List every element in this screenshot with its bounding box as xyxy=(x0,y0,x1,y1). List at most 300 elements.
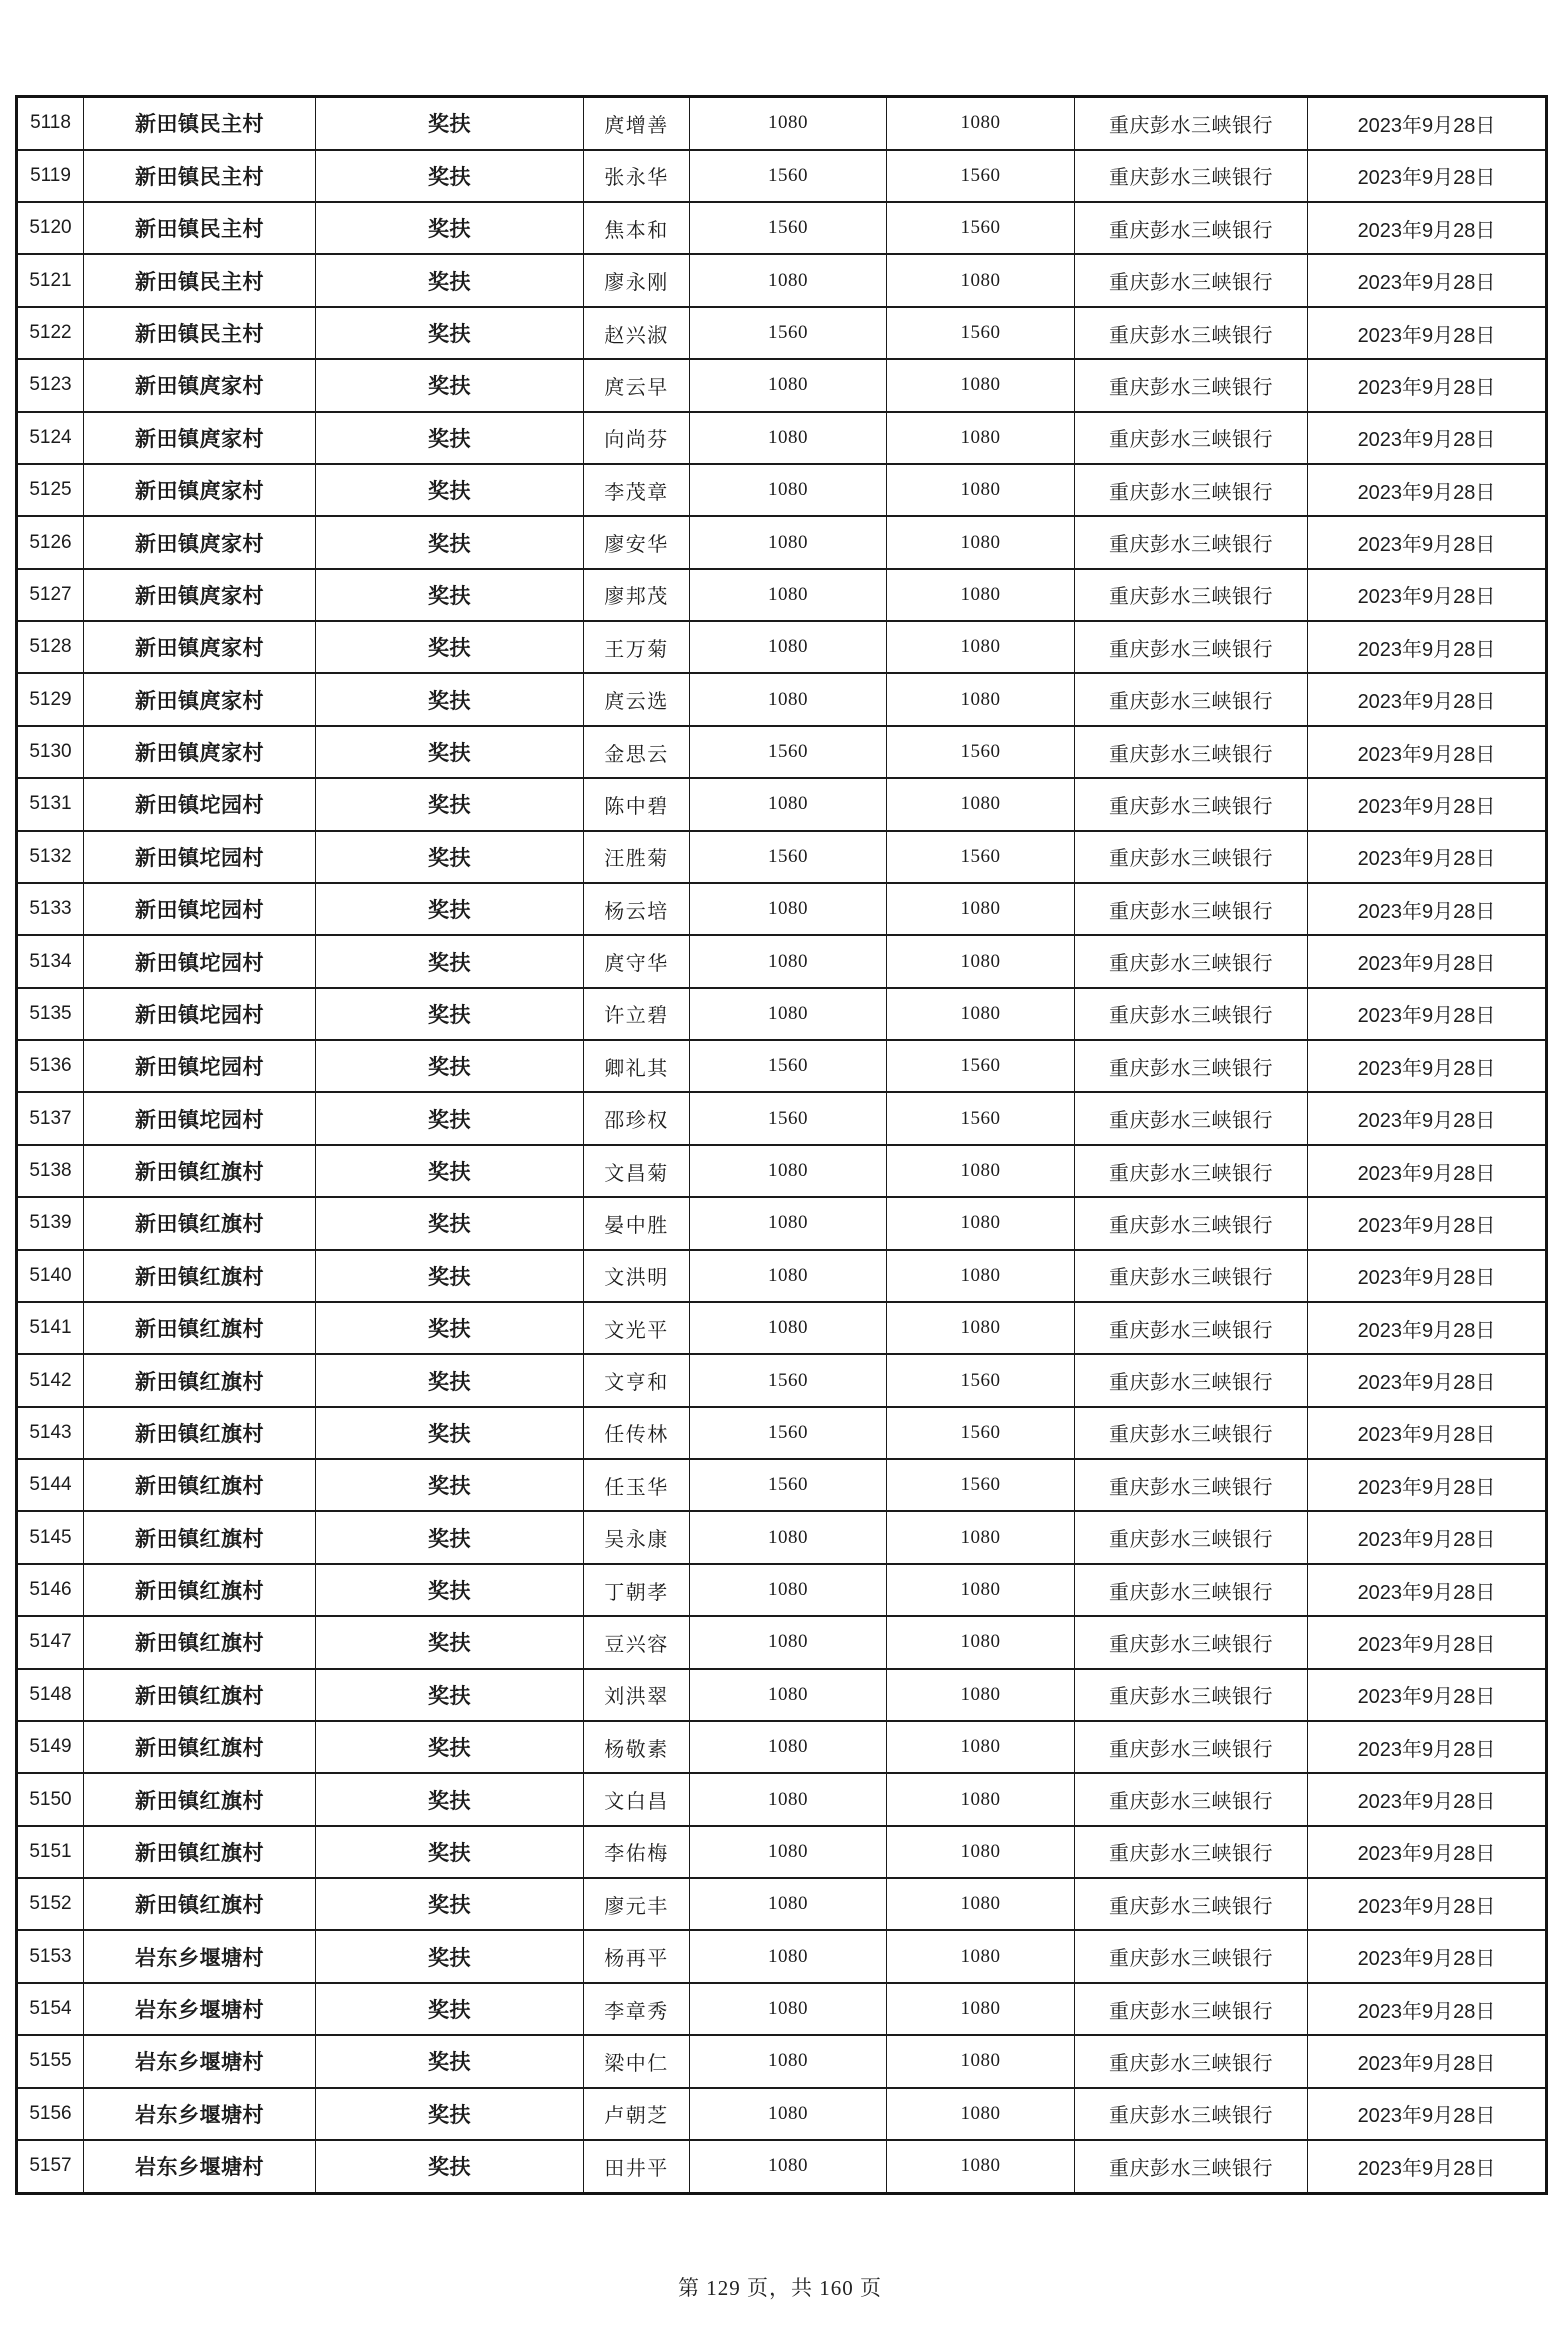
person-name-cell: 卢朝芝 xyxy=(584,2088,690,2140)
amount-cell: 1080 xyxy=(887,988,1075,1040)
category-cell: 奖扶 xyxy=(316,778,584,830)
row-id-cell: 5131 xyxy=(17,778,84,830)
amount-cell: 1080 xyxy=(690,2035,887,2087)
date-cell: 2023年9月28日 xyxy=(1308,988,1547,1040)
bank-cell: 重庆彭水三峡银行 xyxy=(1075,1616,1308,1668)
row-id-cell: 5152 xyxy=(17,1878,84,1930)
amount-cell: 1080 xyxy=(887,1302,1075,1354)
date-cell: 2023年9月28日 xyxy=(1308,412,1547,464)
person-name-cell: 汪胜菊 xyxy=(584,831,690,883)
amount-cell: 1080 xyxy=(887,1773,1075,1825)
amount-cell: 1080 xyxy=(690,1564,887,1616)
bank-cell: 重庆彭水三峡银行 xyxy=(1075,621,1308,673)
bank-cell: 重庆彭水三峡银行 xyxy=(1075,1459,1308,1511)
category-cell: 奖扶 xyxy=(316,1616,584,1668)
category-cell: 奖扶 xyxy=(316,1773,584,1825)
category-cell: 奖扶 xyxy=(316,1040,584,1092)
category-cell: 奖扶 xyxy=(316,359,584,411)
amount-cell: 1080 xyxy=(690,883,887,935)
amount-cell: 1080 xyxy=(887,935,1075,987)
amount-cell: 1560 xyxy=(887,1040,1075,1092)
table-row xyxy=(17,307,1547,359)
village-cell: 新田镇红旗村 xyxy=(84,1826,316,1878)
person-name-cell: 廖安华 xyxy=(584,516,690,568)
person-name-cell: 廖永刚 xyxy=(584,254,690,306)
date-cell: 2023年9月28日 xyxy=(1308,1564,1547,1616)
amount-cell: 1080 xyxy=(690,778,887,830)
amount-cell: 1080 xyxy=(690,359,887,411)
amount-cell: 1080 xyxy=(690,1878,887,1930)
bank-cell: 重庆彭水三峡银行 xyxy=(1075,202,1308,254)
bank-cell: 重庆彭水三峡银行 xyxy=(1075,1669,1308,1721)
table-row xyxy=(17,1616,1547,1668)
category-cell: 奖扶 xyxy=(316,988,584,1040)
date-cell: 2023年9月28日 xyxy=(1308,254,1547,306)
date-cell: 2023年9月28日 xyxy=(1308,97,1547,150)
village-cell: 新田镇红旗村 xyxy=(84,1250,316,1302)
date-cell: 2023年9月28日 xyxy=(1308,1040,1547,1092)
table-row xyxy=(17,1930,1547,1982)
category-cell: 奖扶 xyxy=(316,1669,584,1721)
category-cell: 奖扶 xyxy=(316,1407,584,1459)
table-row xyxy=(17,1250,1547,1302)
date-cell: 2023年9月28日 xyxy=(1308,1669,1547,1721)
table-row xyxy=(17,97,1547,150)
category-cell: 奖扶 xyxy=(316,464,584,516)
table-row xyxy=(17,516,1547,568)
amount-cell: 1080 xyxy=(690,254,887,306)
row-id-cell: 5153 xyxy=(17,1930,84,1982)
bank-cell: 重庆彭水三峡银行 xyxy=(1075,778,1308,830)
category-cell: 奖扶 xyxy=(316,254,584,306)
village-cell: 新田镇庹家村 xyxy=(84,412,316,464)
table-row xyxy=(17,726,1547,778)
category-cell: 奖扶 xyxy=(316,1930,584,1982)
table-row xyxy=(17,202,1547,254)
category-cell: 奖扶 xyxy=(316,831,584,883)
date-cell: 2023年9月28日 xyxy=(1308,516,1547,568)
row-id-cell: 5122 xyxy=(17,307,84,359)
table-row xyxy=(17,883,1547,935)
amount-cell: 1560 xyxy=(887,1459,1075,1511)
date-cell: 2023年9月28日 xyxy=(1308,673,1547,725)
row-id-cell: 5140 xyxy=(17,1250,84,1302)
person-name-cell: 向尚芬 xyxy=(584,412,690,464)
village-cell: 新田镇红旗村 xyxy=(84,1511,316,1563)
row-id-cell: 5151 xyxy=(17,1826,84,1878)
table-row xyxy=(17,831,1547,883)
amount-cell: 1560 xyxy=(690,1354,887,1406)
table-row xyxy=(17,778,1547,830)
category-cell: 奖扶 xyxy=(316,1092,584,1144)
village-cell: 新田镇庹家村 xyxy=(84,359,316,411)
amount-cell: 1080 xyxy=(887,1826,1075,1878)
village-cell: 新田镇坨园村 xyxy=(84,988,316,1040)
person-name-cell: 焦本和 xyxy=(584,202,690,254)
row-id-cell: 5156 xyxy=(17,2088,84,2140)
table-row xyxy=(17,935,1547,987)
date-cell: 2023年9月28日 xyxy=(1308,2088,1547,2140)
date-cell: 2023年9月28日 xyxy=(1308,831,1547,883)
table-row xyxy=(17,1092,1547,1144)
row-id-cell: 5146 xyxy=(17,1564,84,1616)
person-name-cell: 陈中碧 xyxy=(584,778,690,830)
village-cell: 新田镇民主村 xyxy=(84,97,316,150)
table-row xyxy=(17,359,1547,411)
person-name-cell: 廖元丰 xyxy=(584,1878,690,1930)
bank-cell: 重庆彭水三峡银行 xyxy=(1075,1092,1308,1144)
bank-cell: 重庆彭水三峡银行 xyxy=(1075,569,1308,621)
amount-cell: 1080 xyxy=(690,97,887,150)
row-id-cell: 5155 xyxy=(17,2035,84,2087)
village-cell: 岩东乡堰塘村 xyxy=(84,2088,316,2140)
date-cell: 2023年9月28日 xyxy=(1308,307,1547,359)
village-cell: 新田镇庹家村 xyxy=(84,673,316,725)
village-cell: 新田镇民主村 xyxy=(84,307,316,359)
amount-cell: 1560 xyxy=(690,150,887,202)
village-cell: 新田镇红旗村 xyxy=(84,1354,316,1406)
amount-cell: 1080 xyxy=(690,569,887,621)
amount-cell: 1080 xyxy=(887,1616,1075,1668)
date-cell: 2023年9月28日 xyxy=(1308,1407,1547,1459)
table-row xyxy=(17,2088,1547,2140)
bank-cell: 重庆彭水三峡银行 xyxy=(1075,1302,1308,1354)
amount-cell: 1080 xyxy=(690,1930,887,1982)
category-cell: 奖扶 xyxy=(316,202,584,254)
person-name-cell: 梁中仁 xyxy=(584,2035,690,2087)
amount-cell: 1080 xyxy=(690,2088,887,2140)
amount-cell: 1080 xyxy=(887,254,1075,306)
amount-cell: 1560 xyxy=(887,1092,1075,1144)
row-id-cell: 5119 xyxy=(17,150,84,202)
person-name-cell: 王万菊 xyxy=(584,621,690,673)
amount-cell: 1560 xyxy=(887,831,1075,883)
village-cell: 新田镇坨园村 xyxy=(84,1092,316,1144)
village-cell: 新田镇庹家村 xyxy=(84,726,316,778)
village-cell: 新田镇红旗村 xyxy=(84,1459,316,1511)
amount-cell: 1080 xyxy=(887,97,1075,150)
date-cell: 2023年9月28日 xyxy=(1308,1983,1547,2035)
amount-cell: 1560 xyxy=(887,307,1075,359)
amount-cell: 1560 xyxy=(887,1354,1075,1406)
person-name-cell: 田井平 xyxy=(584,2140,690,2194)
table-row xyxy=(17,1721,1547,1773)
date-cell: 2023年9月28日 xyxy=(1308,935,1547,987)
row-id-cell: 5145 xyxy=(17,1511,84,1563)
amount-cell: 1080 xyxy=(690,1250,887,1302)
table-row xyxy=(17,1511,1547,1563)
category-cell: 奖扶 xyxy=(316,1197,584,1249)
person-name-cell: 丁朝孝 xyxy=(584,1564,690,1616)
amount-cell: 1080 xyxy=(690,1511,887,1563)
category-cell: 奖扶 xyxy=(316,516,584,568)
payment-table xyxy=(15,95,1548,2195)
category-cell: 奖扶 xyxy=(316,1878,584,1930)
table-body xyxy=(17,97,1547,2194)
date-cell: 2023年9月28日 xyxy=(1308,1511,1547,1563)
date-cell: 2023年9月28日 xyxy=(1308,883,1547,935)
row-id-cell: 5142 xyxy=(17,1354,84,1406)
category-cell: 奖扶 xyxy=(316,97,584,150)
date-cell: 2023年9月28日 xyxy=(1308,1773,1547,1825)
village-cell: 岩东乡堰塘村 xyxy=(84,2140,316,2194)
person-name-cell: 杨云培 xyxy=(584,883,690,935)
amount-cell: 1080 xyxy=(690,621,887,673)
amount-cell: 1080 xyxy=(690,935,887,987)
amount-cell: 1080 xyxy=(690,1721,887,1773)
bank-cell: 重庆彭水三峡银行 xyxy=(1075,1197,1308,1249)
category-cell: 奖扶 xyxy=(316,1721,584,1773)
village-cell: 新田镇民主村 xyxy=(84,150,316,202)
date-cell: 2023年9月28日 xyxy=(1308,1459,1547,1511)
row-id-cell: 5126 xyxy=(17,516,84,568)
date-cell: 2023年9月28日 xyxy=(1308,1197,1547,1249)
village-cell: 新田镇坨园村 xyxy=(84,935,316,987)
category-cell: 奖扶 xyxy=(316,1250,584,1302)
table-row xyxy=(17,1773,1547,1825)
village-cell: 新田镇红旗村 xyxy=(84,1145,316,1197)
bank-cell: 重庆彭水三峡银行 xyxy=(1075,673,1308,725)
table-row xyxy=(17,1459,1547,1511)
row-id-cell: 5123 xyxy=(17,359,84,411)
row-id-cell: 5124 xyxy=(17,412,84,464)
bank-cell: 重庆彭水三峡银行 xyxy=(1075,1930,1308,1982)
person-name-cell: 杨敬素 xyxy=(584,1721,690,1773)
category-cell: 奖扶 xyxy=(316,1983,584,2035)
date-cell: 2023年9月28日 xyxy=(1308,1878,1547,1930)
date-cell: 2023年9月28日 xyxy=(1308,1092,1547,1144)
amount-cell: 1080 xyxy=(887,1145,1075,1197)
table-row xyxy=(17,412,1547,464)
person-name-cell: 文昌菊 xyxy=(584,1145,690,1197)
row-id-cell: 5149 xyxy=(17,1721,84,1773)
amount-cell: 1080 xyxy=(887,1878,1075,1930)
table-row xyxy=(17,1145,1547,1197)
amount-cell: 1080 xyxy=(690,988,887,1040)
amount-cell: 1080 xyxy=(887,412,1075,464)
bank-cell: 重庆彭水三峡银行 xyxy=(1075,883,1308,935)
amount-cell: 1080 xyxy=(887,1669,1075,1721)
row-id-cell: 5120 xyxy=(17,202,84,254)
person-name-cell: 李章秀 xyxy=(584,1983,690,2035)
village-cell: 新田镇民主村 xyxy=(84,202,316,254)
row-id-cell: 5148 xyxy=(17,1669,84,1721)
village-cell: 岩东乡堰塘村 xyxy=(84,2035,316,2087)
amount-cell: 1560 xyxy=(690,307,887,359)
date-cell: 2023年9月28日 xyxy=(1308,1826,1547,1878)
amount-cell: 1080 xyxy=(690,1983,887,2035)
amount-cell: 1080 xyxy=(887,2088,1075,2140)
row-id-cell: 5127 xyxy=(17,569,84,621)
amount-cell: 1080 xyxy=(887,1930,1075,1982)
date-cell: 2023年9月28日 xyxy=(1308,1302,1547,1354)
amount-cell: 1560 xyxy=(887,202,1075,254)
category-cell: 奖扶 xyxy=(316,621,584,673)
amount-cell: 1560 xyxy=(690,1407,887,1459)
bank-cell: 重庆彭水三峡银行 xyxy=(1075,1878,1308,1930)
bank-cell: 重庆彭水三峡银行 xyxy=(1075,1511,1308,1563)
date-cell: 2023年9月28日 xyxy=(1308,2035,1547,2087)
village-cell: 新田镇红旗村 xyxy=(84,1878,316,1930)
category-cell: 奖扶 xyxy=(316,307,584,359)
amount-cell: 1080 xyxy=(887,569,1075,621)
row-id-cell: 5121 xyxy=(17,254,84,306)
bank-cell: 重庆彭水三峡银行 xyxy=(1075,2140,1308,2194)
village-cell: 新田镇红旗村 xyxy=(84,1616,316,1668)
bank-cell: 重庆彭水三峡银行 xyxy=(1075,1721,1308,1773)
row-id-cell: 5130 xyxy=(17,726,84,778)
person-name-cell: 庹云早 xyxy=(584,359,690,411)
bank-cell: 重庆彭水三峡银行 xyxy=(1075,359,1308,411)
date-cell: 2023年9月28日 xyxy=(1308,1616,1547,1668)
table-row xyxy=(17,1826,1547,1878)
person-name-cell: 任玉华 xyxy=(584,1459,690,1511)
amount-cell: 1560 xyxy=(887,1407,1075,1459)
amount-cell: 1080 xyxy=(690,673,887,725)
amount-cell: 1080 xyxy=(887,464,1075,516)
table-row xyxy=(17,1669,1547,1721)
row-id-cell: 5128 xyxy=(17,621,84,673)
amount-cell: 1080 xyxy=(887,1721,1075,1773)
category-cell: 奖扶 xyxy=(316,2140,584,2194)
bank-cell: 重庆彭水三峡银行 xyxy=(1075,464,1308,516)
table-row xyxy=(17,1197,1547,1249)
category-cell: 奖扶 xyxy=(316,1826,584,1878)
row-id-cell: 5139 xyxy=(17,1197,84,1249)
amount-cell: 1080 xyxy=(690,516,887,568)
page-number: 第 129 页，共 160 页 xyxy=(678,2276,882,2300)
person-name-cell: 赵兴淑 xyxy=(584,307,690,359)
table-row xyxy=(17,1983,1547,2035)
row-id-cell: 5157 xyxy=(17,2140,84,2194)
date-cell: 2023年9月28日 xyxy=(1308,726,1547,778)
document-page xyxy=(15,95,1548,2195)
date-cell: 2023年9月28日 xyxy=(1308,1250,1547,1302)
amount-cell: 1080 xyxy=(887,516,1075,568)
bank-cell: 重庆彭水三峡银行 xyxy=(1075,97,1308,150)
person-name-cell: 卿礼其 xyxy=(584,1040,690,1092)
category-cell: 奖扶 xyxy=(316,2088,584,2140)
person-name-cell: 庹增善 xyxy=(584,97,690,150)
row-id-cell: 5147 xyxy=(17,1616,84,1668)
person-name-cell: 许立碧 xyxy=(584,988,690,1040)
bank-cell: 重庆彭水三峡银行 xyxy=(1075,1145,1308,1197)
row-id-cell: 5141 xyxy=(17,1302,84,1354)
table-row xyxy=(17,2035,1547,2087)
row-id-cell: 5132 xyxy=(17,831,84,883)
category-cell: 奖扶 xyxy=(316,726,584,778)
village-cell: 新田镇红旗村 xyxy=(84,1407,316,1459)
amount-cell: 1080 xyxy=(887,2140,1075,2194)
person-name-cell: 李佑梅 xyxy=(584,1826,690,1878)
row-id-cell: 5136 xyxy=(17,1040,84,1092)
amount-cell: 1080 xyxy=(887,1564,1075,1616)
amount-cell: 1080 xyxy=(887,1250,1075,1302)
table-row xyxy=(17,1302,1547,1354)
amount-cell: 1080 xyxy=(690,1669,887,1721)
amount-cell: 1560 xyxy=(887,726,1075,778)
person-name-cell: 文亨和 xyxy=(584,1354,690,1406)
category-cell: 奖扶 xyxy=(316,1511,584,1563)
row-id-cell: 5137 xyxy=(17,1092,84,1144)
category-cell: 奖扶 xyxy=(316,412,584,464)
person-name-cell: 晏中胜 xyxy=(584,1197,690,1249)
table-row xyxy=(17,1564,1547,1616)
amount-cell: 1080 xyxy=(887,1983,1075,2035)
amount-cell: 1080 xyxy=(887,359,1075,411)
person-name-cell: 豆兴容 xyxy=(584,1616,690,1668)
category-cell: 奖扶 xyxy=(316,883,584,935)
bank-cell: 重庆彭水三峡银行 xyxy=(1075,1826,1308,1878)
amount-cell: 1560 xyxy=(690,1040,887,1092)
bank-cell: 重庆彭水三峡银行 xyxy=(1075,2035,1308,2087)
person-name-cell: 刘洪翠 xyxy=(584,1669,690,1721)
row-id-cell: 5135 xyxy=(17,988,84,1040)
date-cell: 2023年9月28日 xyxy=(1308,569,1547,621)
row-id-cell: 5125 xyxy=(17,464,84,516)
amount-cell: 1560 xyxy=(690,726,887,778)
village-cell: 新田镇坨园村 xyxy=(84,883,316,935)
table-row xyxy=(17,254,1547,306)
date-cell: 2023年9月28日 xyxy=(1308,1145,1547,1197)
category-cell: 奖扶 xyxy=(316,1145,584,1197)
village-cell: 新田镇坨园村 xyxy=(84,778,316,830)
table-row xyxy=(17,621,1547,673)
date-cell: 2023年9月28日 xyxy=(1308,621,1547,673)
village-cell: 新田镇庹家村 xyxy=(84,621,316,673)
person-name-cell: 文白昌 xyxy=(584,1773,690,1825)
village-cell: 新田镇庹家村 xyxy=(84,516,316,568)
amount-cell: 1080 xyxy=(690,1616,887,1668)
person-name-cell: 任传林 xyxy=(584,1407,690,1459)
person-name-cell: 廖邦茂 xyxy=(584,569,690,621)
amount-cell: 1080 xyxy=(887,778,1075,830)
amount-cell: 1560 xyxy=(690,1459,887,1511)
row-id-cell: 5129 xyxy=(17,673,84,725)
amount-cell: 1080 xyxy=(690,1826,887,1878)
amount-cell: 1080 xyxy=(887,621,1075,673)
date-cell: 2023年9月28日 xyxy=(1308,464,1547,516)
bank-cell: 重庆彭水三峡银行 xyxy=(1075,2088,1308,2140)
amount-cell: 1080 xyxy=(887,1511,1075,1563)
table-row xyxy=(17,2140,1547,2194)
village-cell: 岩东乡堰塘村 xyxy=(84,1983,316,2035)
person-name-cell: 张永华 xyxy=(584,150,690,202)
amount-cell: 1080 xyxy=(690,1197,887,1249)
bank-cell: 重庆彭水三峡银行 xyxy=(1075,1773,1308,1825)
village-cell: 新田镇庹家村 xyxy=(84,569,316,621)
amount-cell: 1560 xyxy=(690,1092,887,1144)
person-name-cell: 文洪明 xyxy=(584,1250,690,1302)
bank-cell: 重庆彭水三峡银行 xyxy=(1075,831,1308,883)
date-cell: 2023年9月28日 xyxy=(1308,2140,1547,2194)
table-row xyxy=(17,464,1547,516)
table-row xyxy=(17,988,1547,1040)
row-id-cell: 5138 xyxy=(17,1145,84,1197)
bank-cell: 重庆彭水三峡银行 xyxy=(1075,726,1308,778)
table-row xyxy=(17,673,1547,725)
amount-cell: 1080 xyxy=(887,883,1075,935)
person-name-cell: 庹云选 xyxy=(584,673,690,725)
amount-cell: 1080 xyxy=(690,1145,887,1197)
person-name-cell: 杨再平 xyxy=(584,1930,690,1982)
date-cell: 2023年9月28日 xyxy=(1308,359,1547,411)
bank-cell: 重庆彭水三峡银行 xyxy=(1075,988,1308,1040)
village-cell: 新田镇红旗村 xyxy=(84,1564,316,1616)
date-cell: 2023年9月28日 xyxy=(1308,202,1547,254)
bank-cell: 重庆彭水三峡银行 xyxy=(1075,254,1308,306)
row-id-cell: 5143 xyxy=(17,1407,84,1459)
